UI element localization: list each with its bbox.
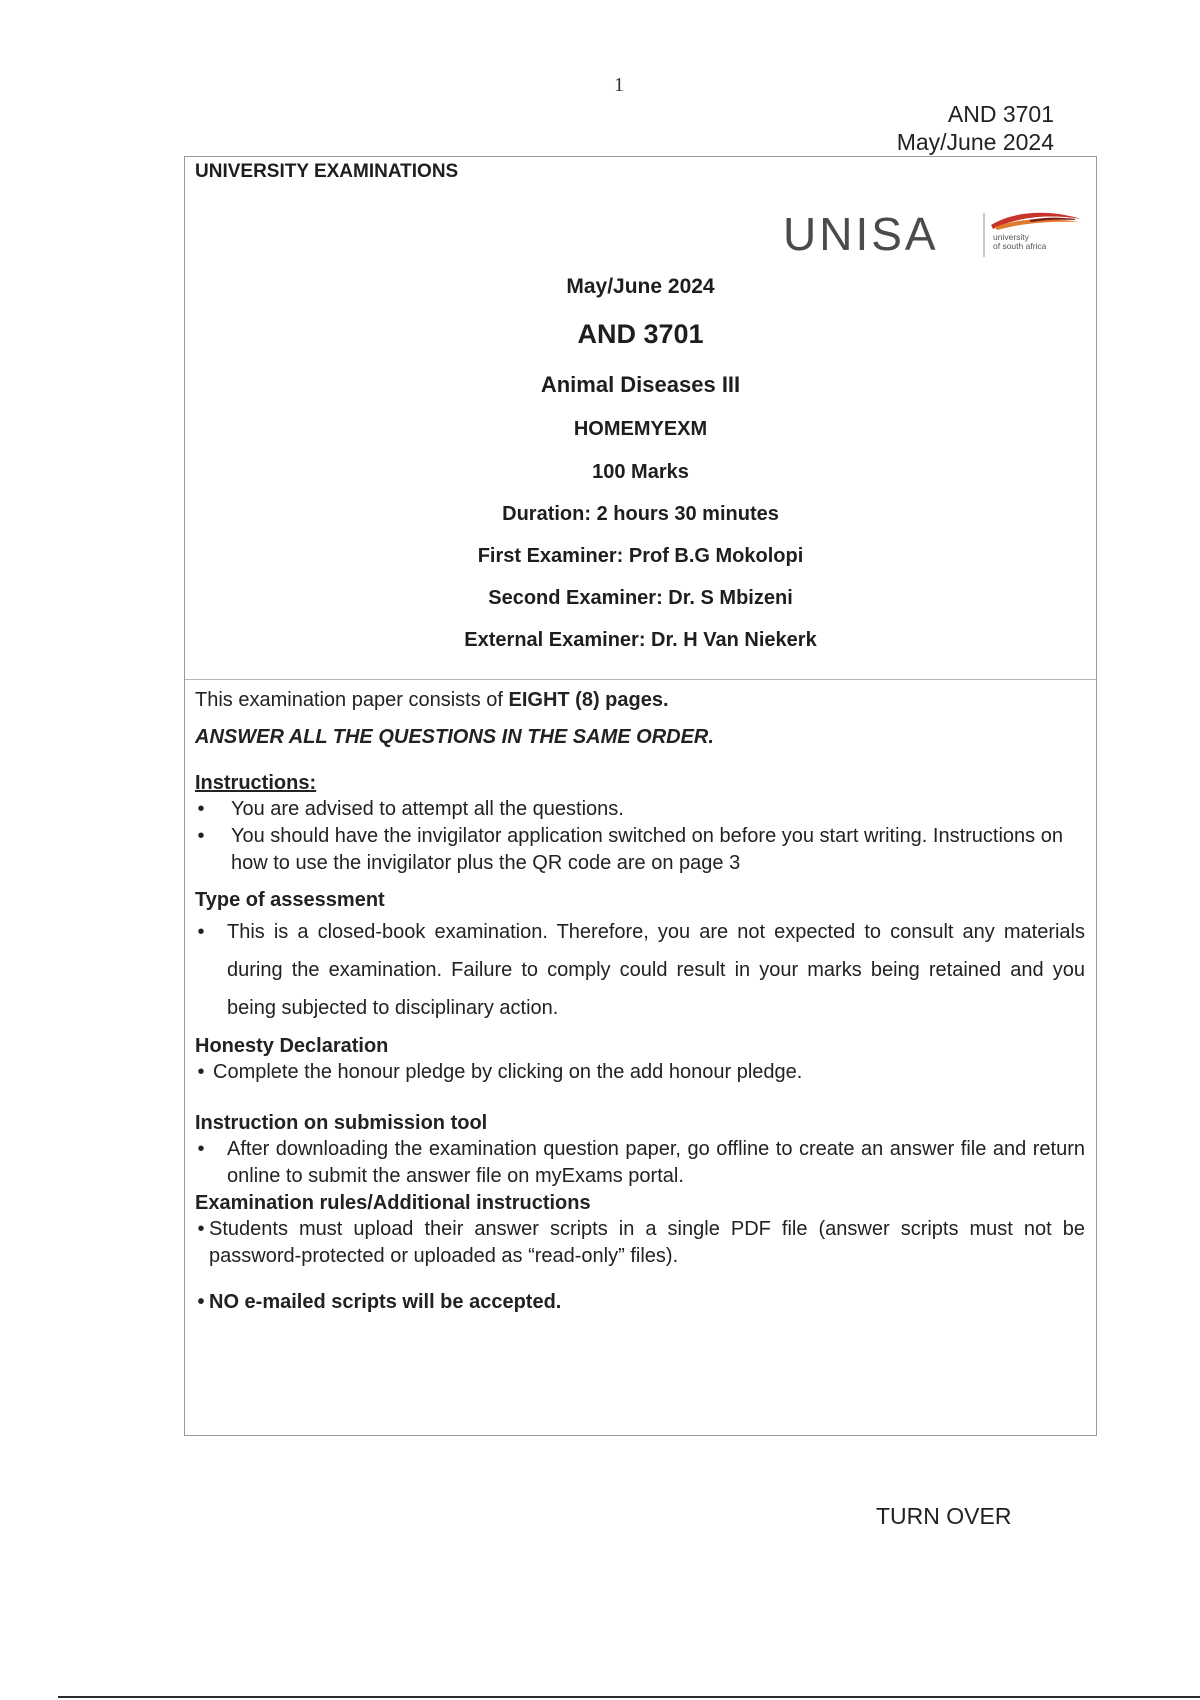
instructions-heading-text: Instructions: [195, 772, 310, 794]
university-examinations-heading: UNIVERSITY EXAMINATIONS: [195, 161, 459, 182]
logo-divider: [983, 213, 985, 257]
page-header: [897, 100, 1054, 156]
logo-tagline-2: of south africa: [993, 241, 1047, 251]
list-item: [195, 913, 1085, 1027]
page-number: 1: [614, 74, 624, 96]
turn-over-label: TURN OVER: [876, 1503, 1012, 1529]
bullet: •: [197, 825, 205, 847]
assessment-list: [195, 913, 1085, 1027]
list-item: [195, 1059, 1085, 1085]
submission-list: [195, 1136, 1085, 1190]
bullet: •: [197, 798, 205, 820]
swoosh-icon: [989, 211, 1083, 233]
no-email-rule: [195, 1289, 1085, 1315]
instructions-body: [195, 687, 1085, 1315]
bullet: •: [197, 1218, 205, 1240]
header-session: May/June 2024: [896, 129, 1054, 155]
page-count: EIGHT (8) pages.: [508, 689, 669, 711]
honesty-list: [195, 1059, 1085, 1085]
list-item: [195, 823, 1085, 877]
rules-list: [195, 1216, 1085, 1270]
list-item-text: This is a closed-book examination. Therefore, you are not expected to consult any materials during the examination. Failure to comply could result in your marks being retained and you being subjected to disciplinary action.: [227, 921, 1085, 1019]
bullet: •: [197, 1061, 205, 1083]
second-examiner: Second Examiner: Dr. S Mbizeni: [488, 587, 793, 609]
logo-tagline: [993, 233, 1081, 251]
list-item-text: You are advised to attempt all the questions.: [231, 798, 624, 820]
list-item-text: You should have the invigilator application switched on before you start writing. Instructions on how to use the invigilator plus the QR code are on page 3: [231, 825, 1063, 874]
exam-duration: Duration: 2 hours 30 minutes: [502, 503, 779, 525]
bullet: •: [197, 1138, 205, 1160]
exam-type: HOMEMYEXM: [573, 418, 708, 440]
list-item-text: After downloading the examination question paper, go offline to create an answer file and return online to submit the answer file on myExams portal.: [227, 1138, 1085, 1187]
list-item-text: Complete the honour pledge by clicking on the add honour pledge.: [213, 1061, 803, 1083]
cover-frame: [184, 156, 1097, 1436]
assessment-heading: Type of assessment: [195, 889, 385, 911]
honesty-heading: Honesty Declaration: [195, 1035, 389, 1057]
header-module-code: AND 3701: [947, 101, 1054, 127]
page-count-prefix: This examination paper consists of: [195, 689, 509, 711]
instructions-list: [195, 796, 1085, 877]
rules-heading: Examination rules/Additional instructions: [195, 1192, 591, 1214]
module-code: AND 3701: [577, 319, 704, 349]
logo-tagline-1: university: [993, 232, 1029, 242]
external-examiner: External Examiner: Dr. H Van Niekerk: [464, 629, 817, 651]
bullet: •: [197, 921, 205, 943]
first-examiner: First Examiner: Prof B.G Mokolopi: [477, 545, 804, 567]
instructions-heading-colon: :: [309, 772, 317, 794]
no-email-text: NO e-mailed scripts will be accepted.: [209, 1291, 562, 1313]
module-title: Animal Diseases III: [540, 372, 741, 397]
bullet: •: [197, 1291, 205, 1313]
list-item: [195, 796, 1085, 823]
page-count-line: [195, 687, 1085, 713]
submission-heading: Instruction on submission tool: [195, 1112, 488, 1134]
answer-all-line: ANSWER ALL THE QUESTIONS IN THE SAME ORDER.: [195, 726, 714, 748]
instructions-heading: [195, 770, 1085, 796]
cover-session: May/June 2024: [566, 275, 715, 298]
list-item: [195, 1136, 1085, 1190]
list-item-text: Students must upload their answer scripts in a single PDF file (answer scripts must not be password-protected or uploaded as “read-only” files).: [209, 1218, 1085, 1267]
footer-rule: [58, 1696, 1200, 1698]
section-divider: [185, 679, 1096, 680]
total-marks: 100 Marks: [592, 461, 689, 483]
list-item: [195, 1216, 1085, 1270]
logo-wordmark: UNISA: [783, 208, 939, 260]
unisa-logo: [783, 209, 1083, 269]
cover-details: [185, 275, 1096, 652]
